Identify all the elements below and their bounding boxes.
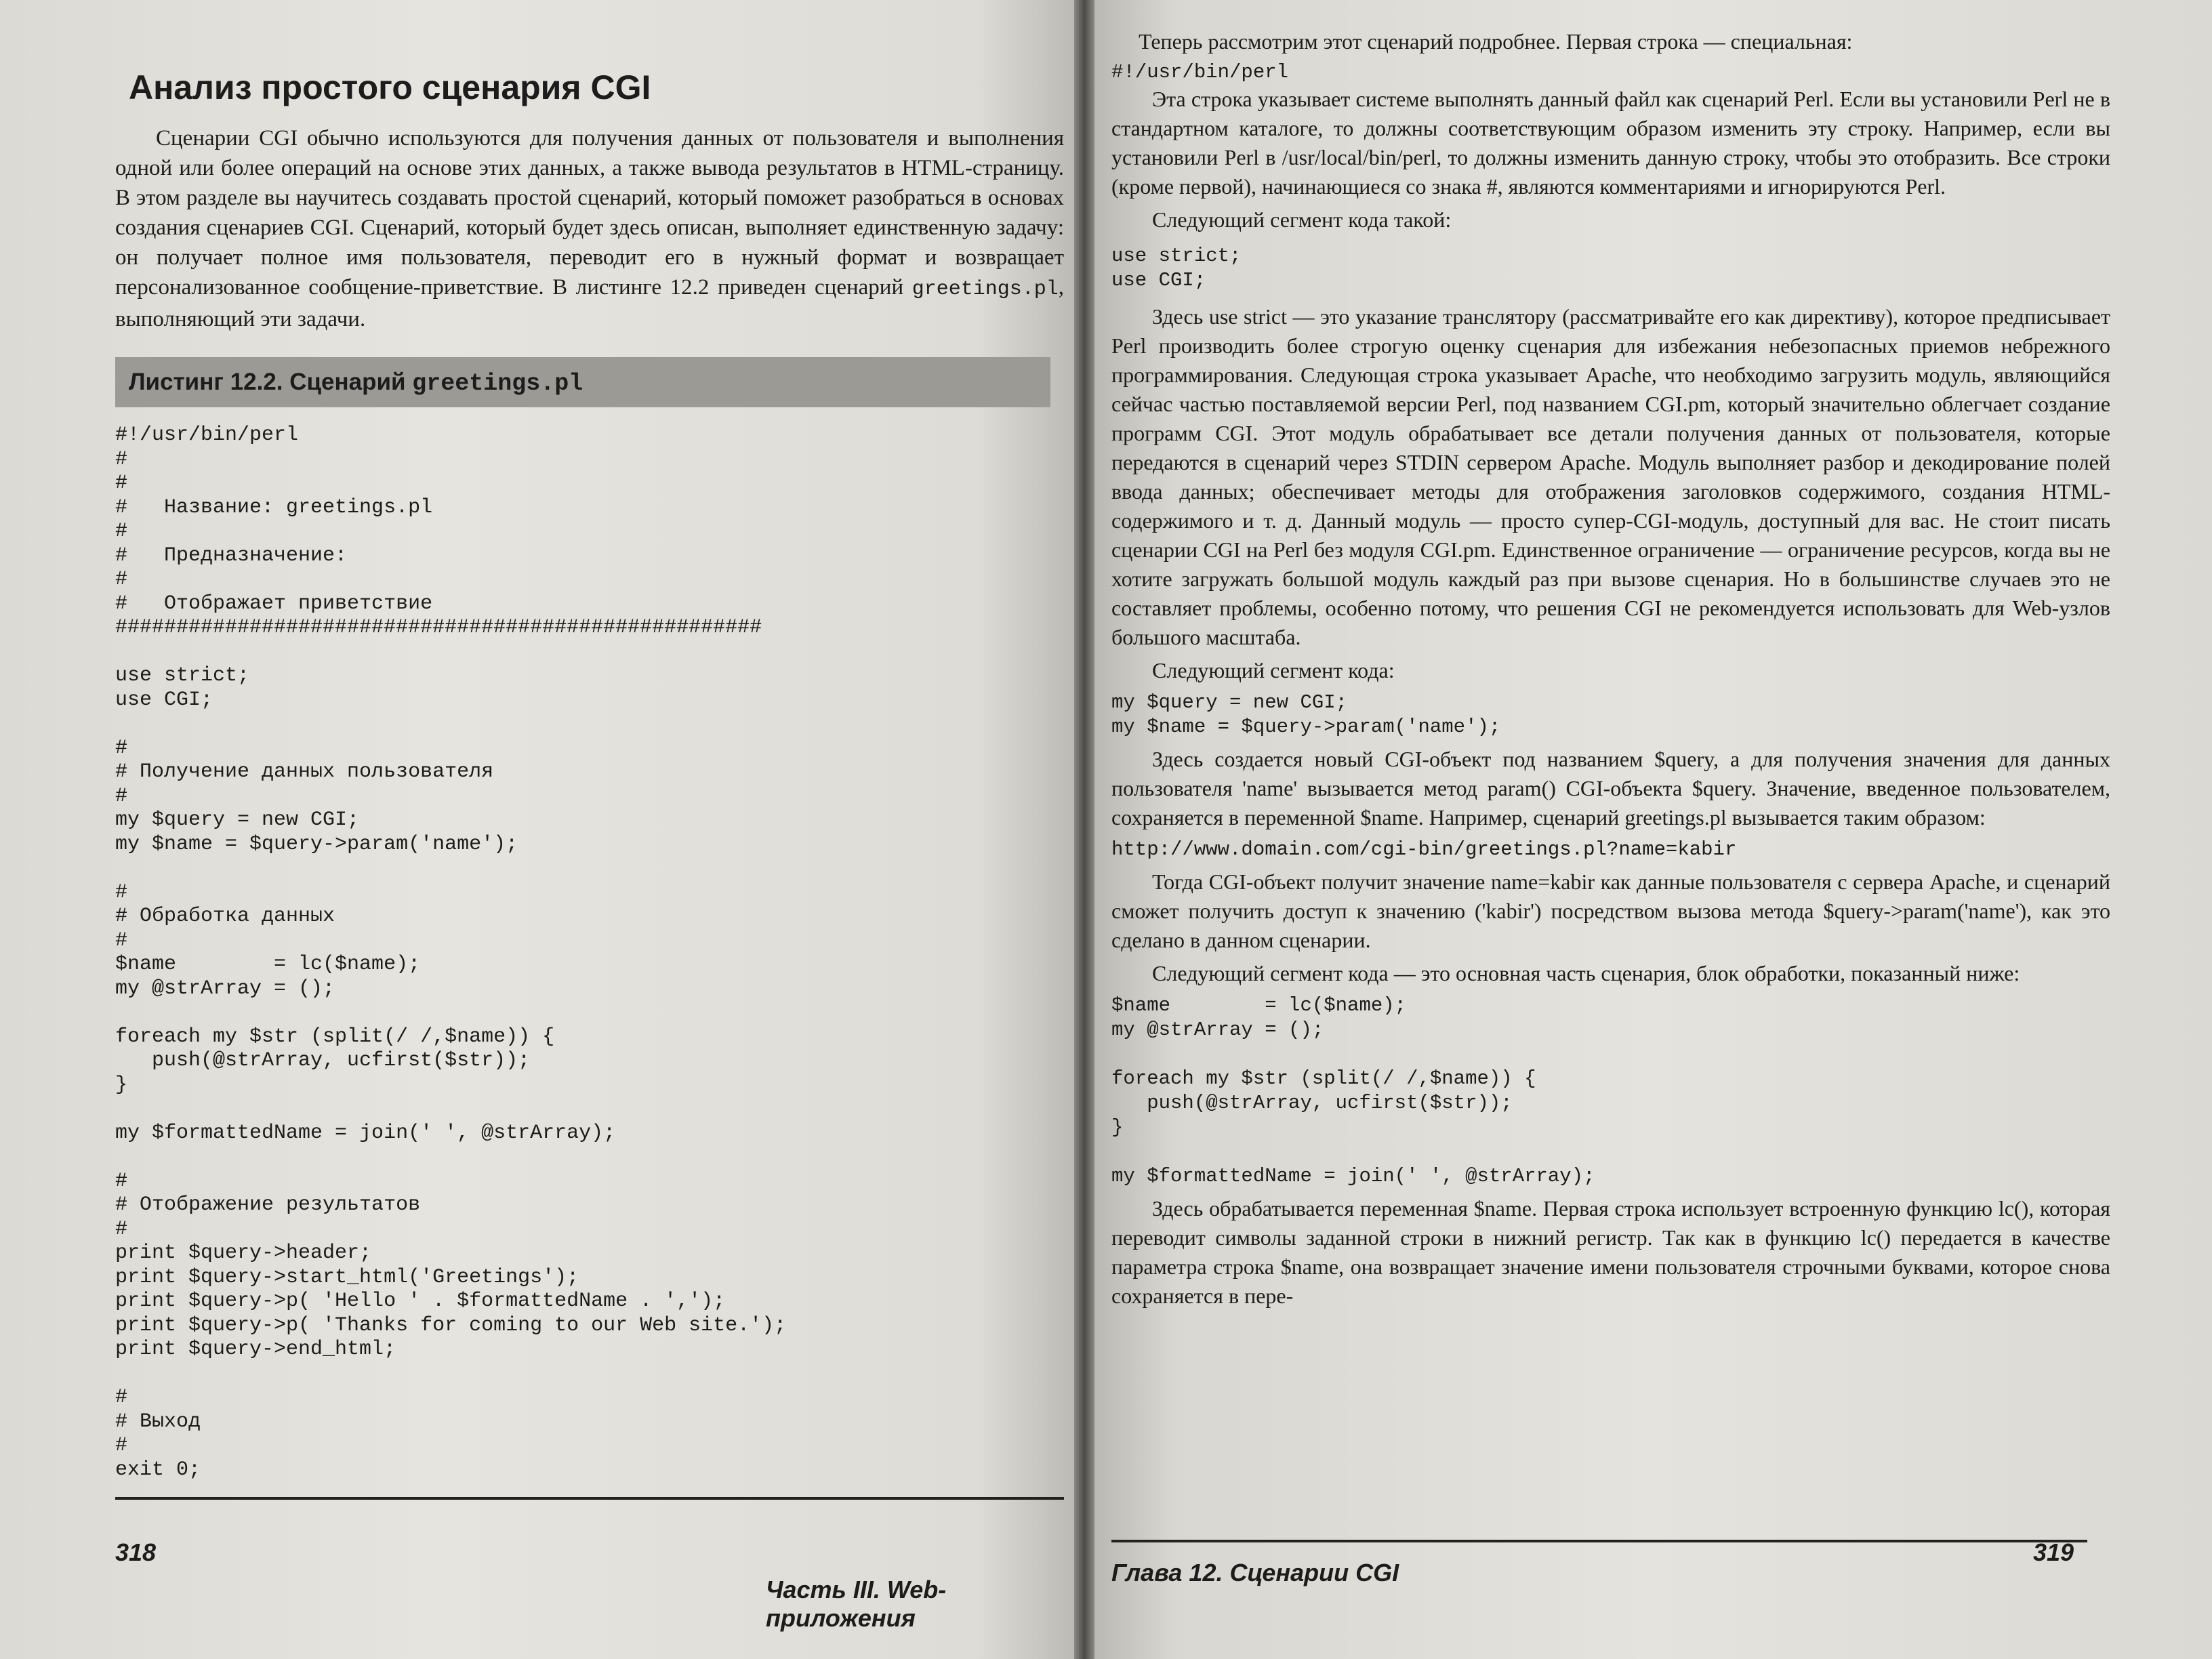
right-paragraph-1: Теперь рассмотрим этот сценарий подробнее. Первая строка — специальная: xyxy=(1139,29,1853,54)
right-paragraph-9: Здесь обрабатывается переменная $name. Первая строка использует встроенную функцию lc(), которая переводит символы заданной строки в нижний регистр. Так как в функцию lc() передается в качестве параметра строка $name, она возвращает значение имени пользователя строчными буквами, которое снова сохраняется в пере- xyxy=(1111,1196,2110,1308)
right-code-1: #!/usr/bin/perl xyxy=(1111,61,1289,83)
right-paragraph-5: Следующий сегмент кода: xyxy=(1152,658,1395,682)
listing-header xyxy=(115,357,1050,407)
right-code-3: my $query = new CGI; my $name = $query->param('name'); xyxy=(1111,691,1501,738)
running-footer-right: Глава 12. Сценарии CGI xyxy=(1111,1559,1399,1586)
section-title: Анализ простого сценария CGI xyxy=(129,68,651,106)
right-paragraph-8: Следующий сегмент кода — это основная часть сценария, блок обработки, показанный ниже: xyxy=(1152,961,2020,985)
right-paragraph-6: Здесь создается новый CGI-объект под названием $query, а для получения значения для данных пользователя 'name' вызывается метод param() CGI-объекта $query. Значение, введенное пользователем, сохраняется в переменной $name. Например, сценарий greetings.pl вызывается таким образом: xyxy=(1111,747,2111,830)
footer-rule-right xyxy=(1111,1540,2087,1542)
right-paragraph-4: Здесь use strict — это указание транслятору (рассматривайте его как директиву), которое предписывает Perl производить более строгую оценку сценария для избежания небезопасных приемов небрежного программирования. Следующая строка указывает Apache, что необходимо загрузить модуль, являющийся сейчас частью поставляемой версии Perl, под названием CGI.pm, который значительно облегчает создание программ CGI. Этот модуль обрабатывает все детали получения данных от пользователя, которые передаются в сценарий через STDIN сервером Apache. Модуль выполняет разбор и декодирование полей ввода данных; обеспечивает методы для отображения заголовков содержимого, создания HTML-содержимого и т. д. Данный модуль — просто супер-CGI-модуль, доступный для вас. Не стоит писать сценарии CGI на Perl без модуля CGI.pm. Единственное ограничение — ограничение ресурсов, когда вы не хотите загружать большой модуль каждый раз при вызове сценария. Но в большинстве случаев это не составляет проблемы, особенно потому, что решения CGI не рекомендуется использовать для Web-узлов большого масштаба. xyxy=(1111,304,2110,649)
listing-filename: greetings.pl xyxy=(412,370,583,397)
page-number-left: 318 xyxy=(115,1538,157,1566)
page-number-right: 319 xyxy=(2033,1538,2074,1566)
listing-label: Листинг 12.2. Сценарий xyxy=(129,369,413,395)
running-footer-left: Часть III. Web-приложения xyxy=(766,1576,947,1632)
right-paragraph-7: Тогда CGI-объект получит значение name=kabir как данные пользователя с сервера Apache, и сценарий сможет получить доступ к значению ('kabir') посредством вызова метода $query->param('name'), как это сделано в данном сценарии. xyxy=(1111,869,2110,952)
left-page xyxy=(0,0,1084,1659)
right-page xyxy=(1084,0,2212,1659)
right-code-2: use strict; use CGI; xyxy=(1111,245,1242,291)
right-paragraph-2: Эта строка указывает системе выполнять данный файл как сценарий Perl. Если вы установили Perl не в стандартном каталоге, то должны соответствующим образом изменить эту строку. Например, если вы установили Perl в /usr/local/bin/perl, то должны изменить данную строку, чтобы это отобразить. Все строки (кроме первой), начинающиеся со знака #, являются комментариями и игнорируются Perl. xyxy=(1111,87,2110,199)
listing-end-rule xyxy=(115,1497,1064,1500)
listing-code: #!/usr/bin/perl # # # Название: greetings.pl # # Предназначение: # # Отображает приветствие ##################################################### use strict; use CGI; # # Получение данных пользователя # my $query = new CGI; my $name = $query->param('name'); # # Обработка данных # $name = lc($name); my @strArray = (); foreach my $str (split(/ /,$name)) { push(@strArray, ucfirst($str)); } my $formattedName = join(' ', @strArray); # # Отображение результатов # print $query->header; print $query->start_html('Greetings'); print $query->p( 'Hello ' . $formattedName . ','); print $query->p( 'Thanks for coming to our Web site.'); print $query->end_html; # # Выход # exit 0; xyxy=(115,424,787,1481)
right-code-4: http://www.domain.com/cgi-bin/greetings.pl?name=kabir xyxy=(1111,838,1737,861)
intro-paragraph xyxy=(115,123,1064,334)
intro-code: greetings.pl xyxy=(912,278,1059,301)
intro-text-1: Сценарии CGI обычно используются для получения данных от пользователя и выполнения одной или более операций на основе этих данных, а также вывода результатов в HTML-страницу. В этом разделе вы научитесь создавать простой сценарий, который поможет разобраться в основах создания сценариев CGI. Сценарий, который будет здесь описан, выполняет единственную задачу: он получает полное имя пользователя, переводит его в нужный формат и возвращает персонализованное сообщение-приветствие. В листинге 12.2 приведен сценарий xyxy=(115,126,1064,300)
book-gutter xyxy=(1074,0,1094,1659)
right-paragraph-3: Следующий сегмент кода такой: xyxy=(1152,207,1452,232)
right-code-5: $name = lc($name); my @strArray = (); foreach my $str (split(/ /,$name)) { push(@strArray, ucfirst($str)); } my $formattedName = join(' ', @strArray); xyxy=(1111,994,1595,1187)
intro-text-2: , выполняющий эти задачи. xyxy=(115,275,1064,331)
